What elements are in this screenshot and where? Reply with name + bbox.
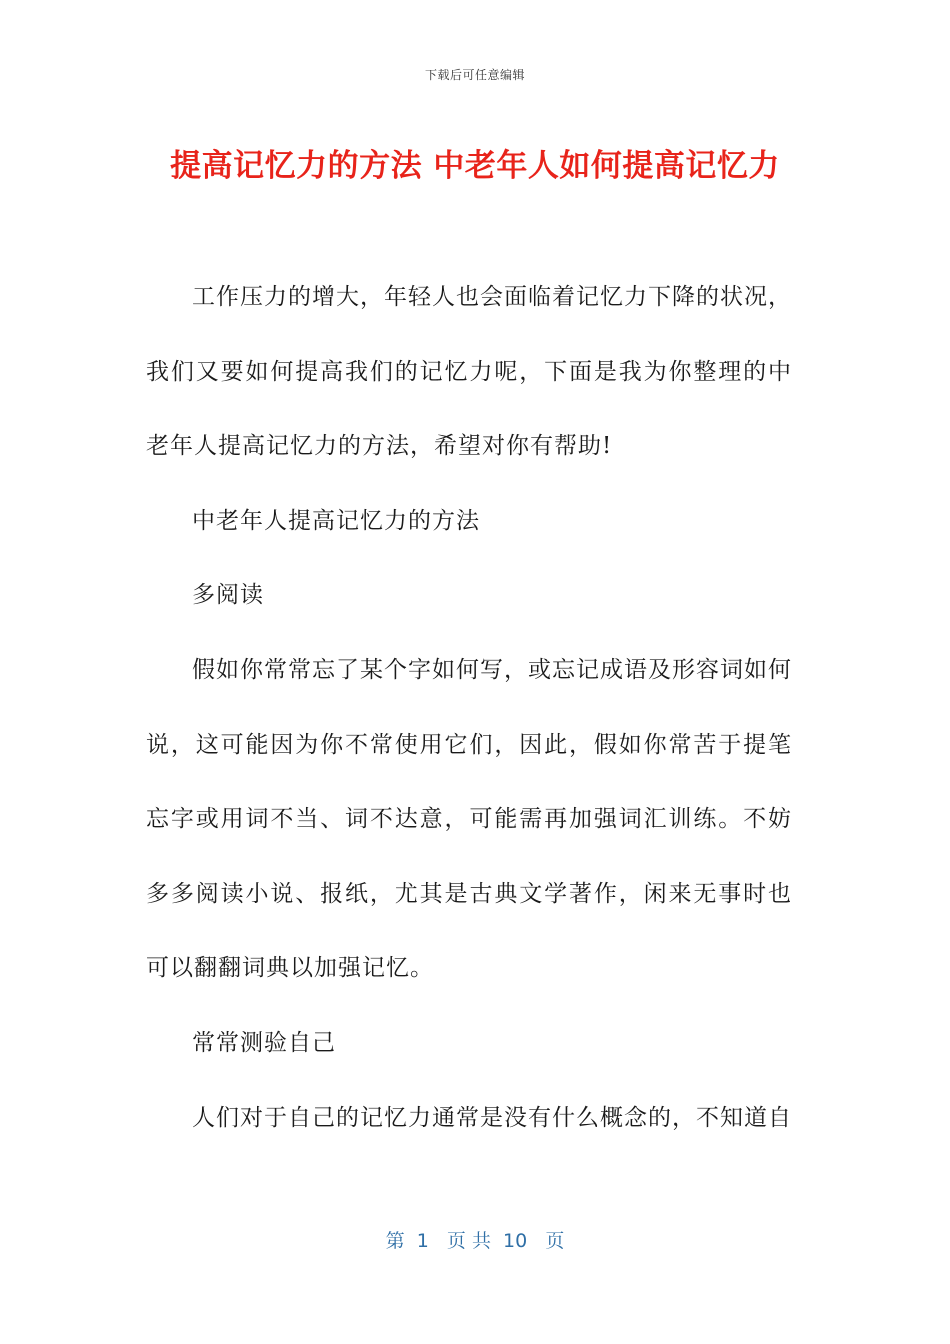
- paragraph-intro: 工作压力的增大，年轻人也会面临着记忆力下降的状况，我们又要如何提高我们的记忆力呢，下面是我为你整理的中老年人提高记忆力的方法，希望对你有帮助!: [146, 284, 792, 460]
- subheading-test-yourself: 常常测验自己: [192, 1029, 336, 1056]
- document-body: [146, 260, 792, 1155]
- paragraph-read-more: 假如你常常忘了某个字如何写，或忘记成语及形容词如何说，这可能因为你不常使用它们，因此，假如你常苦于提笔忘字或用词不当、词不达意，可能需再加强词汇训练。不妨多多阅读小说、报纸，尤其是古典文学著作，闲来无事时也可以翻翻词典以加强记忆。: [146, 656, 792, 982]
- document-title: 提高记忆力的方法 中老年人如何提高记忆力: [170, 148, 780, 184]
- section-heading-methods: 中老年人提高记忆力的方法: [192, 507, 480, 534]
- paragraph-test-yourself: 人们对于自己的记忆力通常是没有什么概念的，不知道自: [192, 1104, 792, 1131]
- page-footer: 第 1 页 共 10 页: [385, 1230, 565, 1252]
- header-note: 下载后可任意编辑: [424, 68, 525, 82]
- subheading-read-more: 多阅读: [192, 582, 264, 609]
